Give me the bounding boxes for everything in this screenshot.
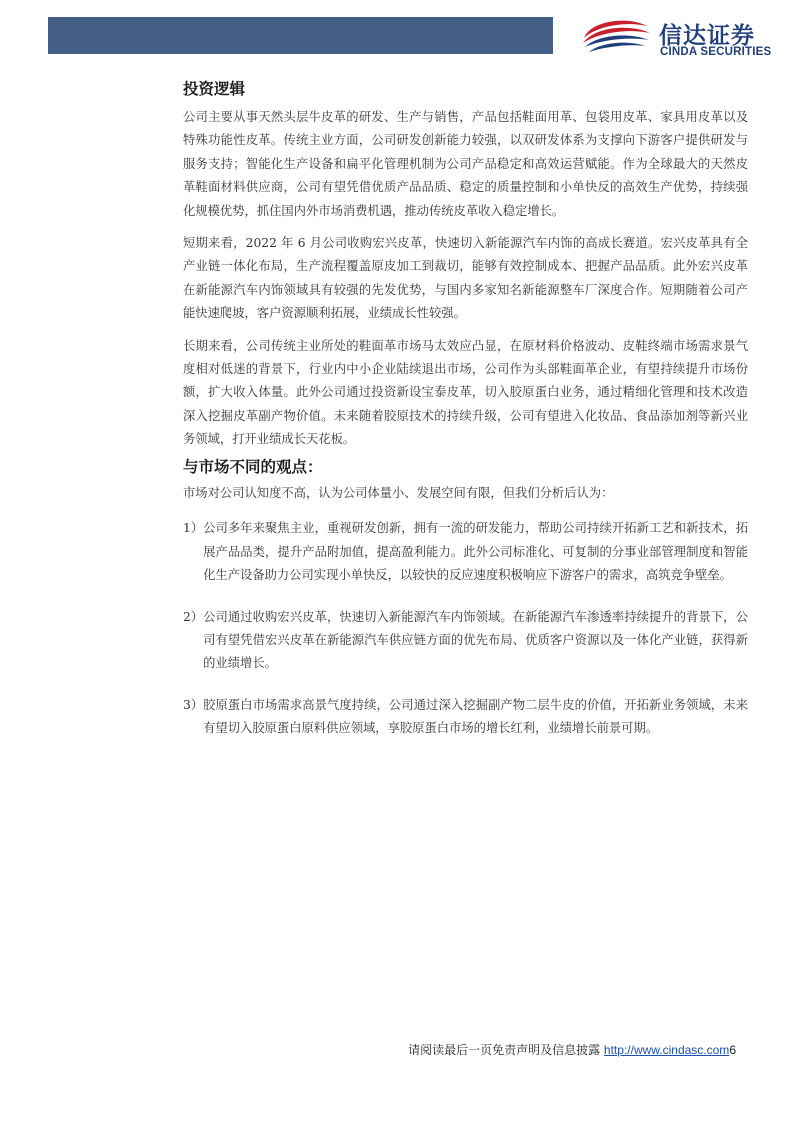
- list-item: [183, 694, 748, 741]
- header-bar: [48, 17, 553, 54]
- list-item-number: 3）: [183, 697, 204, 712]
- section-title-investment-logic: 投资逻辑: [183, 80, 246, 98]
- logo-chinese-text: 信达证券: [659, 23, 755, 49]
- different-views-intro: 市场对公司认知度不高，认为公司体量小、发展空间有限，但我们分析后认为：: [183, 486, 614, 500]
- list-item-text: 公司通过收购宏兴皮革，快速切入新能源汽车内饰领域。在新能源汽车渗透率持续提升的背景下，公司有望凭借宏兴皮革在新能源汽车供应链方面的优先布局、优质客户资源以及一体化产业链，获得新的业绩增长。: [203, 609, 748, 671]
- main-content: [183, 78, 748, 736]
- different-views-block: [183, 482, 748, 759]
- paragraph-long-term: 长期来看，公司传统主业所处的鞋面革市场马太效应凸显，在原材料价格波动、皮鞋终端市场需求景气度相对低迷的背景下，行业内中小企业陆续退出市场，公司作为头部鞋面革企业，有望持续提升市场份额，扩大收入体量。此外公司通过投资新设宝泰皮革，切入胶原蛋白业务，通过精细化管理和技术改造深入挖掘皮革副产物价值。未来随着胶原技术的持续升级，公司有望进入化妆品、食品添加剂等新兴业务领域，打开业绩成长天花板。: [183, 338, 748, 447]
- footer-disclaimer: 请阅读最后一页免责声明及信息披露: [408, 1043, 601, 1057]
- paragraph-business-overview: 公司主要从事天然头层牛皮革的研发、生产与销售，产品包括鞋面用革、包袋用皮革、家具用皮革以及特殊功能性皮革。传统主业方面，公司研发创新能力较强，以双研发体系为支撑向下游客户提供研发与服务支持；智能化生产设备和扁平化管理机制为公司产品稳定和高效运营赋能。作为全球最大的天然皮革鞋面材料供应商，公司有望凭借优质产品品质、稳定的质量控制和小单快反的高效生产优势，持续强化规模优势，抓住国内外市场消费机遇，推动传统皮革收入稳定增长。: [183, 110, 748, 218]
- cinda-logo: [581, 14, 771, 62]
- list-item-text: 公司多年来聚焦主业，重视研发创新，拥有一流的研发能力，帮助公司持续开拓新工艺和新技术，拓展产品品类，提升产品附加值，提高盈利能力。此外公司标准化、可复制的分事业部管理制度和智能化生产设备助力公司实现小单快反，以较快的反应速度积极响应下游客户的需求，高筑竞争壁垒。: [203, 521, 748, 583]
- section-title-different-views: 与市场不同的观点：: [183, 458, 323, 476]
- page-footer: [408, 1041, 736, 1058]
- paragraph-short-term: 短期来看，2022 年 6 月公司收购宏兴皮革，快速切入新能源汽车内饰的高成长赛道。宏兴皮革具有全产业链一体化布局，生产流程覆盖原皮加工到裁切，能够有效控制成本、把握产品品质。此外宏兴皮革在新能源汽车内饰领域具有较强的先发优势，与国内多家知名新能源整车厂深度合作。短期随着公司产能快速爬坡，客户资源顺利拓展，业绩成长性较强。: [183, 236, 748, 321]
- list-item-text: 胶原蛋白市场需求高景气度持续，公司通过深入挖掘副产物二层牛皮的价值，开拓新业务领域，未来有望切入胶原蛋白原料供应领域，享胶原蛋白市场的增长红利，业绩增长前景可期。: [203, 697, 748, 736]
- list-item-number: 2）: [183, 609, 204, 624]
- page-number: 6: [729, 1043, 736, 1057]
- list-item: [183, 517, 748, 587]
- logo-english-text: CINDA SECURITIES: [660, 46, 772, 58]
- list-item-number: 1）: [183, 521, 204, 536]
- cinda-swirl-icon: [581, 16, 653, 56]
- list-item: [183, 606, 748, 676]
- footer-website-link[interactable]: http://www.cindasc.com: [603, 1043, 730, 1057]
